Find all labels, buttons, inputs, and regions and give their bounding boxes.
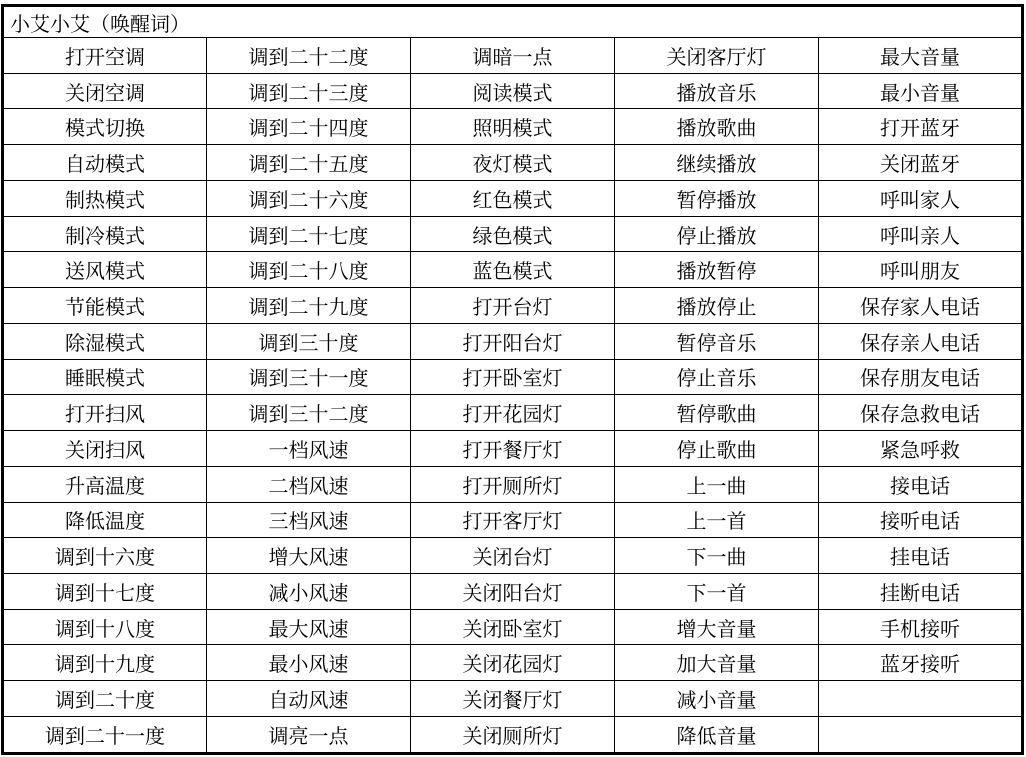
command-cell: 调到十六度 <box>3 538 207 574</box>
command-cell: 播放音乐 <box>615 73 819 109</box>
command-cell: 调亮一点 <box>207 716 411 753</box>
command-cell: 调到二十九度 <box>207 288 411 324</box>
table-row <box>3 73 1023 109</box>
command-cell: 打开客厅灯 <box>411 502 615 538</box>
command-cell: 一档风速 <box>207 431 411 467</box>
command-cell: 绿色模式 <box>411 216 615 252</box>
command-cell: 打开厕所灯 <box>411 466 615 502</box>
command-cell: 关闭扫风 <box>3 431 207 467</box>
command-cell: 关闭空调 <box>3 73 207 109</box>
table-row <box>3 38 1023 74</box>
command-cell: 升高温度 <box>3 466 207 502</box>
command-cell: 关闭餐厅灯 <box>411 681 615 717</box>
command-table-body <box>3 38 1023 754</box>
command-cell: 关闭花园灯 <box>411 645 615 681</box>
command-cell: 打开花园灯 <box>411 395 615 431</box>
command-cell: 睡眠模式 <box>3 359 207 395</box>
command-cell: 增大音量 <box>615 609 819 645</box>
command-cell: 调到三十二度 <box>207 395 411 431</box>
command-cell: 关闭台灯 <box>411 538 615 574</box>
table-row <box>3 252 1023 288</box>
command-cell: 调到十九度 <box>3 645 207 681</box>
command-cell: 三档风速 <box>207 502 411 538</box>
command-cell: 蓝色模式 <box>411 252 615 288</box>
command-cell: 蓝牙接听 <box>819 645 1023 681</box>
command-cell: 夜灯模式 <box>411 145 615 181</box>
command-cell: 保存急救电话 <box>819 395 1023 431</box>
table-row <box>3 216 1023 252</box>
command-cell: 手机接听 <box>819 609 1023 645</box>
command-cell: 照明模式 <box>411 109 615 145</box>
command-cell: 最小风速 <box>207 645 411 681</box>
command-cell: 上一曲 <box>615 466 819 502</box>
command-cell: 阅读模式 <box>411 73 615 109</box>
command-cell: 调到二十三度 <box>207 73 411 109</box>
command-cell: 送风模式 <box>3 252 207 288</box>
command-cell: 打开扫风 <box>3 395 207 431</box>
command-cell: 调到二十七度 <box>207 216 411 252</box>
command-cell: 保存朋友电话 <box>819 359 1023 395</box>
table-row <box>3 609 1023 645</box>
wake-word-title: 小艾小艾（唤醒词） <box>3 6 1023 38</box>
command-cell: 播放暂停 <box>615 252 819 288</box>
table-row <box>3 323 1023 359</box>
command-cell: 调到二十四度 <box>207 109 411 145</box>
empty-cell <box>819 681 1023 717</box>
command-cell: 打开卧室灯 <box>411 359 615 395</box>
command-cell: 停止播放 <box>615 216 819 252</box>
empty-cell <box>819 716 1023 753</box>
command-cell: 增大风速 <box>207 538 411 574</box>
command-cell: 接电话 <box>819 466 1023 502</box>
command-cell: 红色模式 <box>411 180 615 216</box>
command-cell: 调到二十五度 <box>207 145 411 181</box>
command-cell: 播放歌曲 <box>615 109 819 145</box>
command-cell: 制热模式 <box>3 180 207 216</box>
table-row <box>3 574 1023 610</box>
command-cell: 播放停止 <box>615 288 819 324</box>
command-cell: 打开餐厅灯 <box>411 431 615 467</box>
command-cell: 停止歌曲 <box>615 431 819 467</box>
command-cell: 调到十八度 <box>3 609 207 645</box>
command-cell: 保存家人电话 <box>819 288 1023 324</box>
table-row <box>3 431 1023 467</box>
command-cell: 二档风速 <box>207 466 411 502</box>
command-cell: 减小音量 <box>615 681 819 717</box>
table-row <box>3 466 1023 502</box>
command-cell: 自动风速 <box>207 681 411 717</box>
command-cell: 模式切换 <box>3 109 207 145</box>
command-cell: 关闭阳台灯 <box>411 574 615 610</box>
command-cell: 关闭厕所灯 <box>411 716 615 753</box>
command-cell: 调暗一点 <box>411 38 615 74</box>
table-row <box>3 645 1023 681</box>
command-cell: 节能模式 <box>3 288 207 324</box>
command-cell: 最小音量 <box>819 73 1023 109</box>
command-cell: 调到二十一度 <box>3 716 207 753</box>
table-row <box>3 145 1023 181</box>
command-cell: 呼叫朋友 <box>819 252 1023 288</box>
command-cell: 关闭客厅灯 <box>615 38 819 74</box>
command-cell: 调到二十二度 <box>207 38 411 74</box>
command-cell: 接听电话 <box>819 502 1023 538</box>
command-cell: 保存亲人电话 <box>819 323 1023 359</box>
table-row <box>3 716 1023 753</box>
command-cell: 调到三十度 <box>207 323 411 359</box>
command-cell: 紧急呼救 <box>819 431 1023 467</box>
command-cell: 调到二十度 <box>3 681 207 717</box>
table-row <box>3 502 1023 538</box>
command-cell: 降低温度 <box>3 502 207 538</box>
command-cell: 调到二十六度 <box>207 180 411 216</box>
table-row <box>3 395 1023 431</box>
command-cell: 挂电话 <box>819 538 1023 574</box>
table-row <box>3 359 1023 395</box>
table-row <box>3 538 1023 574</box>
command-cell: 下一曲 <box>615 538 819 574</box>
command-cell: 暂停音乐 <box>615 323 819 359</box>
command-cell: 调到三十一度 <box>207 359 411 395</box>
command-cell: 关闭蓝牙 <box>819 145 1023 181</box>
command-cell: 调到二十八度 <box>207 252 411 288</box>
wake-word-header-row <box>3 6 1023 38</box>
command-cell: 自动模式 <box>3 145 207 181</box>
command-cell: 上一首 <box>615 502 819 538</box>
table-row <box>3 681 1023 717</box>
command-cell: 最大风速 <box>207 609 411 645</box>
command-cell: 降低音量 <box>615 716 819 753</box>
command-cell: 最大音量 <box>819 38 1023 74</box>
command-cell: 打开蓝牙 <box>819 109 1023 145</box>
command-cell: 减小风速 <box>207 574 411 610</box>
command-cell: 除湿模式 <box>3 323 207 359</box>
command-cell: 调到十七度 <box>3 574 207 610</box>
table-row <box>3 288 1023 324</box>
command-cell: 关闭卧室灯 <box>411 609 615 645</box>
command-cell: 呼叫亲人 <box>819 216 1023 252</box>
command-cell: 加大音量 <box>615 645 819 681</box>
command-cell: 打开台灯 <box>411 288 615 324</box>
command-table <box>1 4 1024 755</box>
table-row <box>3 109 1023 145</box>
command-cell: 暂停歌曲 <box>615 395 819 431</box>
command-cell: 继续播放 <box>615 145 819 181</box>
command-cell: 下一首 <box>615 574 819 610</box>
command-cell: 呼叫家人 <box>819 180 1023 216</box>
command-cell: 打开阳台灯 <box>411 323 615 359</box>
command-cell: 暂停播放 <box>615 180 819 216</box>
command-cell: 停止音乐 <box>615 359 819 395</box>
command-cell: 制冷模式 <box>3 216 207 252</box>
table-row <box>3 180 1023 216</box>
command-cell: 打开空调 <box>3 38 207 74</box>
command-cell: 挂断电话 <box>819 574 1023 610</box>
